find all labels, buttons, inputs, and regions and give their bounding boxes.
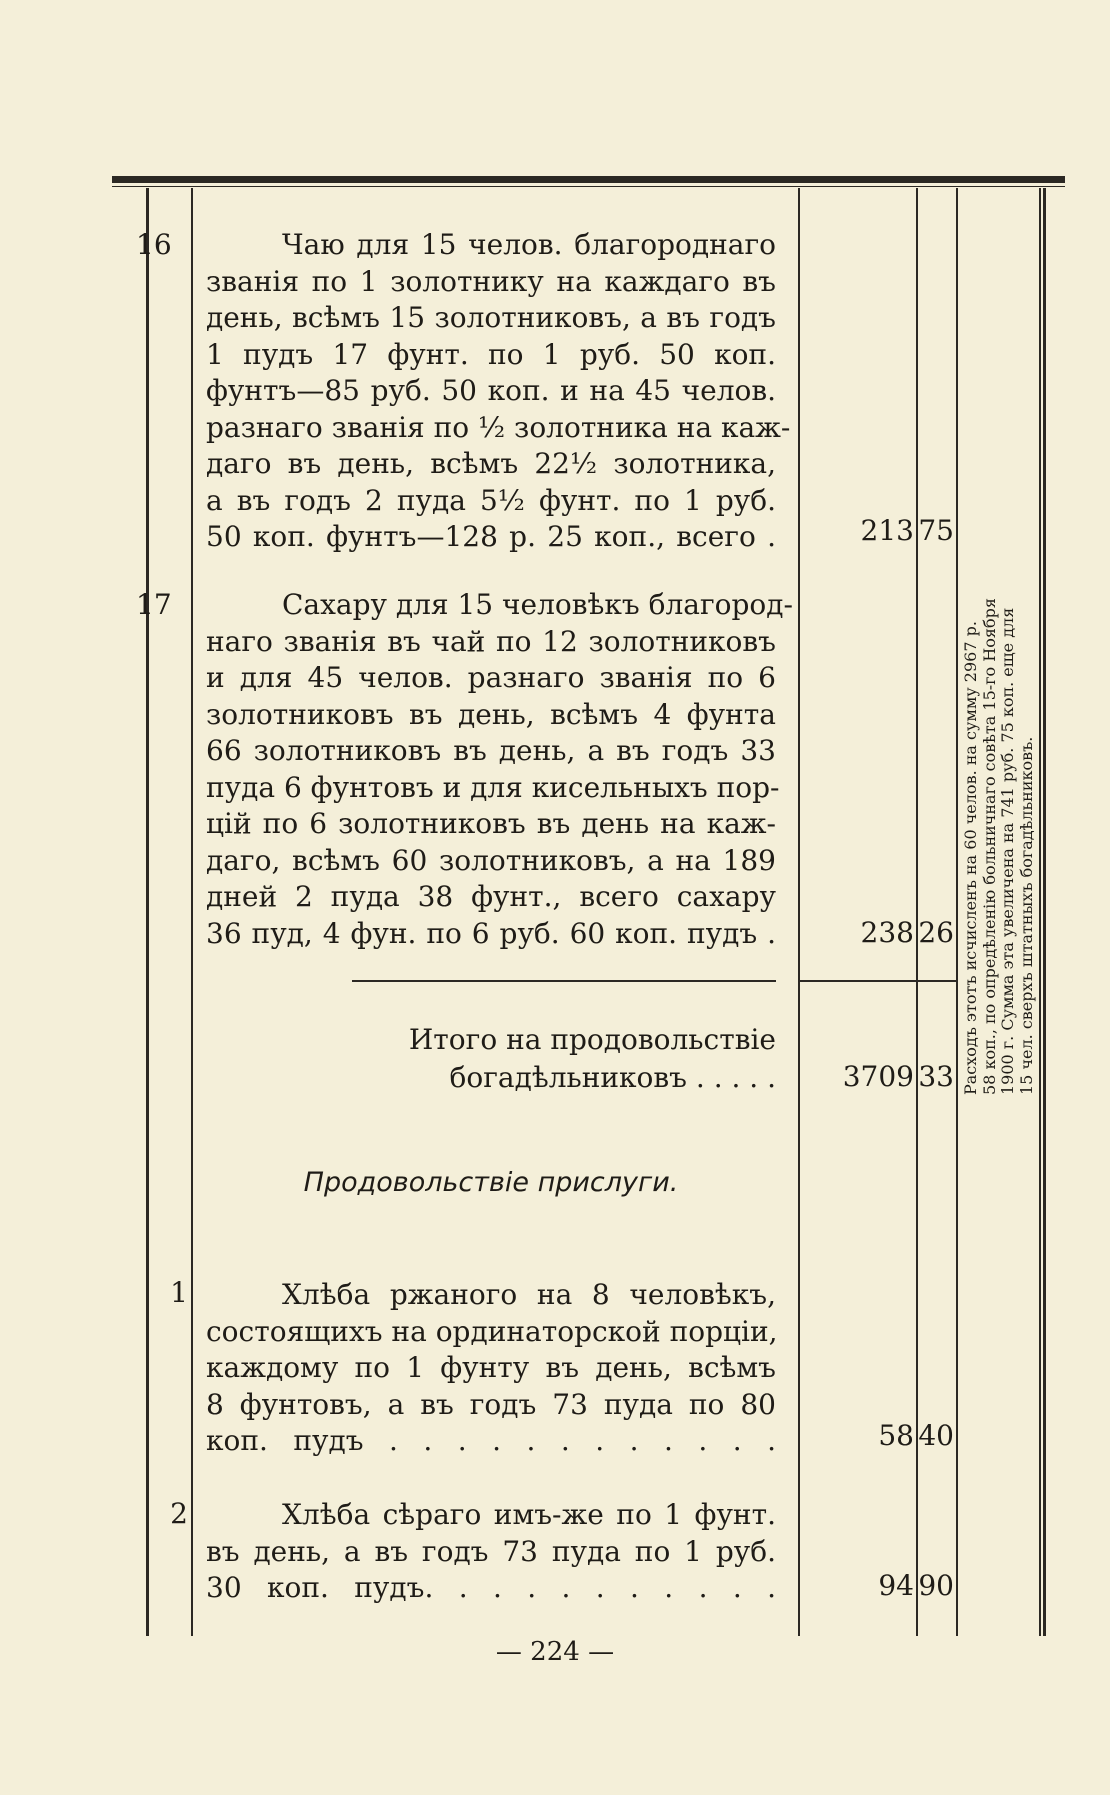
- amount-rubles: 238: [860, 916, 914, 949]
- entry-line: 50 коп. фунтъ—128 р. 25 коп., всего .: [206, 520, 776, 553]
- entry-text: [206, 587, 793, 952]
- entry-line: Чаю для 15 челов. благороднаго: [282, 228, 776, 261]
- entry-line: даго, всѣмъ 60 золотниковъ, а на 189: [206, 843, 776, 877]
- entry-line: 1 пудъ 17 фунт. по 1 руб. 50 коп.: [206, 337, 776, 371]
- entry-text: [206, 1277, 776, 1460]
- right-border-line: [1043, 188, 1046, 1636]
- amount-rubles: 213: [860, 514, 914, 547]
- entry-line: Сахару для 15 человѣкъ благород-: [282, 588, 793, 621]
- entry-line: 36 пуд, 4 фун. по 6 руб. 60 коп. пудъ .: [206, 916, 776, 950]
- total-rubles: 3709: [842, 1060, 914, 1093]
- entry-line: 8 фунтовъ, а въ годъ 73 пуда по 80: [206, 1387, 776, 1421]
- total-separator-rule: [352, 980, 776, 982]
- section-heading: Продовольствіе прислуги.: [303, 1167, 679, 1198]
- page-number: — 224 —: [495, 1637, 615, 1667]
- entry-line: коп. пудъ . . . . . . . . . . . .: [206, 1424, 776, 1457]
- total-label-line: Итого на продовольствіе: [408, 1023, 776, 1056]
- entry-line: и для 45 челов. разнаго званія по 6: [206, 661, 776, 694]
- margin-note-line: Расходъ этотъ исчисленъ на 60 челов. на сумму 2967 р.: [961, 621, 980, 1095]
- total-kopecks: 33: [918, 1060, 954, 1093]
- entry-text: [206, 1497, 776, 1607]
- margin-note-line: 15 чел. сверхъ штатныхъ богадѣльниковъ.: [1016, 736, 1036, 1095]
- entry-line: разнаго званія по ½ золотника на каж-: [206, 410, 791, 444]
- entry-line: каждому по 1 фунту въ день, всѣмъ: [206, 1351, 776, 1384]
- entry-line: фунтъ—85 руб. 50 коп. и на 45 челов.: [206, 374, 776, 407]
- text-column-divider: [798, 188, 800, 1636]
- total-amount-rule: [798, 980, 956, 982]
- entry-line: Хлѣба ржаного на 8 человѣкъ,: [282, 1278, 776, 1311]
- amount-rubles: 94: [878, 1569, 914, 1602]
- entry-number: 16: [136, 228, 172, 261]
- entry-line: а въ годъ 2 пуда 5½ фунт. по 1 руб.: [206, 483, 776, 517]
- margin-note-line: 1900 г. Сумма эта увеличена на 741 руб. 75 коп. еще для: [998, 607, 1017, 1095]
- entry-number: 17: [136, 588, 172, 621]
- total-label-line: богадѣльниковъ . . . . .: [449, 1061, 776, 1094]
- entry-line: 66 золотниковъ въ день, а въ годъ 33: [206, 734, 776, 767]
- entry-line: наго званія въ чай по 12 золотниковъ: [206, 624, 776, 658]
- number-column-divider: [191, 188, 193, 1636]
- top-thin-rule: [112, 186, 1065, 187]
- entry-line: въ день, а въ годъ 73 пуда по 1 руб.: [206, 1534, 776, 1568]
- entry-line: дней 2 пуда 38 фунт., всего сахару: [206, 880, 776, 913]
- entry-line: состоящихъ на ординаторской порціи,: [206, 1314, 778, 1348]
- entry-line: званія по 1 золотнику на каждаго въ: [206, 264, 776, 298]
- margin-note-line: 58 коп., по опредѣленію больничнаго совѣта 15-го Ноября: [979, 598, 999, 1095]
- entry-line: золотниковъ въ день, всѣмъ 4 фунта: [206, 697, 776, 731]
- entry-text: [206, 227, 791, 556]
- entry-line: Хлѣба сѣраго имъ-же по 1 фунт.: [282, 1498, 776, 1531]
- margin-note: [962, 535, 1036, 1095]
- entry-number: 2: [170, 1497, 188, 1530]
- entry-line: 30 коп. пудъ. . . . . . . . . . .: [206, 1571, 776, 1604]
- kop-column-divider: [956, 188, 958, 1636]
- amount-rubles: 58: [878, 1419, 914, 1452]
- amount-kopecks: 40: [918, 1419, 954, 1452]
- entry-line: даго въ день, всѣмъ 22½ золотника,: [206, 447, 776, 480]
- entry-line: пуда 6 фунтовъ и для кисельныхъ пор-: [206, 770, 780, 804]
- entry-line: цій по 6 золотниковъ въ день на каж-: [206, 807, 776, 840]
- amount-kopecks: 90: [918, 1569, 954, 1602]
- top-double-rule: [112, 176, 1065, 183]
- amount-kopecks: 75: [918, 514, 954, 547]
- total-label: [206, 1021, 776, 1097]
- entry-number: 1: [170, 1276, 188, 1309]
- note-column-divider: [1039, 188, 1041, 1636]
- amount-kopecks: 26: [918, 916, 954, 949]
- left-border-line: [146, 188, 149, 1636]
- entry-line: день, всѣмъ 15 золотниковъ, а въ годъ: [206, 301, 776, 334]
